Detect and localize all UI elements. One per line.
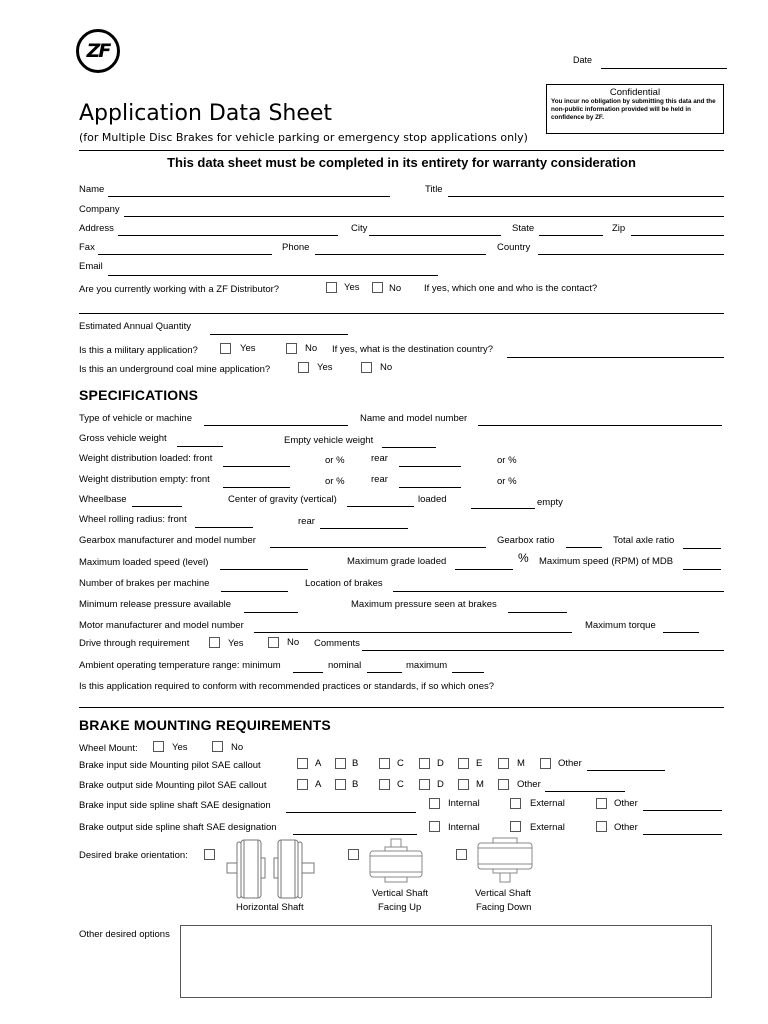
input-spline-external-label: External [530, 798, 565, 809]
vertical-down-label-line1: Vertical Shaft [475, 888, 531, 899]
cog-empty-label: empty [537, 497, 563, 508]
vehicle-type-input[interactable] [204, 413, 348, 426]
output-pilot-m-checkbox[interactable] [458, 779, 469, 790]
input-pilot-other-label: Other [558, 758, 582, 769]
wd-empty-label: Weight distribution empty: front [79, 474, 210, 485]
cog-loaded-input[interactable] [347, 494, 414, 507]
section-rule-1 [79, 313, 724, 314]
header-rule [79, 150, 724, 151]
wheel-mount-yes-checkbox[interactable] [153, 741, 164, 752]
distributor-no-checkbox[interactable] [372, 282, 383, 293]
min-release-label: Minimum release pressure available [79, 599, 232, 610]
wheelbase-label: Wheelbase [79, 494, 127, 505]
wd-empty-front-input[interactable] [223, 475, 290, 488]
vertical-up-diagram [367, 838, 427, 886]
rolling-radius-rear-input[interactable] [320, 516, 408, 529]
output-pilot-c-label: C [397, 779, 404, 790]
date-input[interactable] [601, 56, 727, 69]
quantity-input[interactable] [210, 322, 348, 335]
country-input[interactable] [538, 242, 724, 255]
input-spline-internal-checkbox[interactable] [429, 798, 440, 809]
zip-input[interactable] [631, 223, 724, 236]
wheelbase-input[interactable] [132, 494, 182, 507]
vehicle-type-label: Type of vehicle or machine [79, 413, 193, 424]
horizontal-shaft-diagram [226, 838, 324, 900]
input-spline-other-checkbox[interactable] [596, 798, 607, 809]
total-axle-label: Total axle ratio [613, 535, 675, 546]
confidential-heading: Confidential [609, 87, 661, 98]
model-name-label: Name and model number [360, 413, 468, 424]
cog-loaded-label: loaded [418, 494, 447, 505]
confidential-box [546, 84, 724, 134]
name-label: Name [79, 184, 105, 195]
country-label: Country [497, 242, 531, 253]
input-pilot-other-checkbox[interactable] [540, 758, 551, 769]
input-pilot-other-input[interactable] [587, 758, 665, 771]
fax-input[interactable] [98, 242, 272, 255]
city-input[interactable] [369, 223, 501, 236]
distributor-followup: If yes, which one and who is the contact? [424, 283, 598, 294]
input-spline-other-label: Other [614, 798, 638, 809]
max-grade-input[interactable] [455, 557, 513, 570]
wheel-mount-no-checkbox[interactable] [212, 741, 223, 752]
max-grade-percent: % [518, 551, 529, 565]
wd-loaded-or-pct: or % [325, 455, 345, 466]
ambient-min-input[interactable] [293, 660, 323, 673]
distributor-yes-label: Yes [344, 282, 360, 293]
output-spline-external-checkbox[interactable] [510, 821, 521, 832]
output-spline-label: Brake output side spline shaft SAE designation [79, 822, 277, 833]
model-name-input[interactable] [478, 413, 722, 426]
output-spline-internal-checkbox[interactable] [429, 821, 440, 832]
fax-label: Fax [79, 242, 95, 253]
orientation-horizontal-checkbox[interactable] [204, 849, 215, 860]
quantity-label: Estimated Annual Quantity [79, 321, 191, 332]
wd-empty-or-pct: or % [325, 476, 345, 487]
empty-weight-input[interactable] [382, 435, 436, 448]
phone-label: Phone [282, 242, 310, 253]
date-label: Date [573, 55, 593, 65]
num-brakes-input[interactable] [221, 579, 288, 592]
output-pilot-d-label: D [437, 779, 444, 790]
output-spline-other-label: Other [614, 822, 638, 833]
drive-through-no-checkbox[interactable] [268, 637, 279, 648]
vertical-up-label-line2: Facing Up [378, 902, 422, 913]
warranty-notice: This data sheet must be completed in its entirety for warranty consideration [167, 155, 636, 170]
company-input[interactable] [124, 204, 724, 217]
input-pilot-m-checkbox[interactable] [498, 758, 509, 769]
vertical-up-label-line1: Vertical Shaft [372, 888, 428, 899]
rolling-radius-label: Wheel rolling radius: front [79, 514, 187, 525]
output-pilot-other-label: Other [517, 779, 541, 790]
standards-question: Is this application required to conform with recommended practices or standards, if so which ones? [79, 681, 495, 692]
wd-empty-rear-or-pct: or % [497, 476, 517, 487]
comments-label: Comments [314, 638, 360, 649]
rolling-radius-front-input[interactable] [195, 515, 253, 528]
wd-loaded-rear-label: rear [371, 453, 388, 464]
output-pilot-a-checkbox[interactable] [297, 779, 308, 790]
wd-loaded-rear-input[interactable] [399, 454, 461, 467]
wheel-mount-yes-label: Yes [172, 742, 188, 753]
input-spline-input[interactable] [286, 800, 416, 813]
drive-through-no-label: No [287, 637, 300, 648]
output-pilot-b-checkbox[interactable] [335, 779, 346, 790]
output-spline-external-label: External [530, 822, 565, 833]
wd-empty-rear-label: rear [371, 474, 388, 485]
max-torque-input[interactable] [663, 620, 699, 633]
max-rpm-label: Maximum speed (RPM) of MDB [539, 556, 674, 567]
max-grade-label: Maximum grade loaded [347, 556, 447, 567]
brake-location-input[interactable] [393, 579, 724, 592]
military-question: Is this a military application? [79, 345, 198, 356]
coal-no-checkbox[interactable] [361, 362, 372, 373]
military-no-label: No [305, 343, 318, 354]
input-pilot-a-label: A [315, 758, 322, 769]
total-axle-input[interactable] [683, 536, 721, 549]
distributor-question: Are you currently working with a ZF Distributor? [79, 284, 280, 295]
military-followup: If yes, what is the destination country? [332, 344, 494, 355]
input-pilot-a-checkbox[interactable] [297, 758, 308, 769]
output-spline-other-input[interactable] [643, 822, 722, 835]
zf-logo: ZF [76, 29, 120, 73]
output-pilot-other-checkbox[interactable] [498, 779, 509, 790]
max-rpm-input[interactable] [683, 557, 721, 570]
distributor-yes-checkbox[interactable] [326, 282, 337, 293]
vertical-down-diagram [475, 836, 537, 884]
gearbox-ratio-label: Gearbox ratio [497, 535, 555, 546]
output-pilot-other-input[interactable] [545, 779, 625, 792]
wheel-mount-label: Wheel Mount: [79, 743, 138, 754]
military-no-checkbox[interactable] [286, 343, 297, 354]
coal-no-label: No [380, 362, 393, 373]
specifications-heading: SPECIFICATIONS [79, 387, 199, 403]
input-pilot-d-checkbox[interactable] [419, 758, 430, 769]
min-release-input[interactable] [244, 600, 298, 613]
ambient-nominal-label: nominal [328, 660, 362, 671]
rolling-radius-rear-label: rear [298, 516, 315, 527]
name-input[interactable] [108, 184, 390, 197]
zip-label: Zip [612, 223, 626, 234]
brake-location-label: Location of brakes [305, 578, 383, 589]
ambient-nominal-input[interactable] [367, 660, 402, 673]
wd-empty-rear-input[interactable] [399, 475, 461, 488]
comments-input[interactable] [362, 638, 724, 651]
email-label: Email [79, 261, 103, 272]
gearbox-ratio-input[interactable] [566, 535, 602, 548]
coal-yes-label: Yes [317, 362, 333, 373]
motor-mfr-input[interactable] [254, 620, 572, 633]
input-spline-label: Brake input side spline shaft SAE designation [79, 800, 271, 811]
orientation-vertical-up-checkbox[interactable] [348, 849, 359, 860]
ambient-max-input[interactable] [452, 660, 484, 673]
max-speed-label: Maximum loaded speed (level) [79, 557, 209, 568]
max-pressure-input[interactable] [508, 600, 567, 613]
ambient-label: Ambient operating temperature range: minimum [79, 660, 281, 671]
vertical-down-label-line2: Facing Down [476, 902, 532, 913]
military-yes-label: Yes [240, 343, 256, 354]
city-label: City [351, 223, 368, 234]
output-pilot-b-label: B [352, 779, 359, 790]
section-rule-2 [79, 707, 724, 708]
output-spline-other-checkbox[interactable] [596, 821, 607, 832]
ambient-max-label: maximum [406, 660, 448, 671]
title-label: Title [425, 184, 443, 195]
state-input[interactable] [539, 223, 603, 236]
gross-weight-label: Gross vehicle weight [79, 433, 167, 444]
max-torque-label: Maximum torque [585, 620, 656, 631]
page-title: Application Data Sheet [79, 101, 333, 126]
other-options-label: Other desired options [79, 929, 170, 940]
gearbox-mfr-input[interactable] [270, 535, 486, 548]
input-pilot-c-label: C [397, 758, 404, 769]
input-spline-other-input[interactable] [643, 798, 722, 811]
input-pilot-b-label: B [352, 758, 359, 769]
output-pilot-a-label: A [315, 779, 322, 790]
confidential-text: You incur no obligation by submitting this data and the non-public information provided will be held in confidence by ZF. [551, 98, 716, 121]
empty-weight-label: Empty vehicle weight [284, 435, 374, 446]
output-pilot-c-checkbox[interactable] [379, 779, 390, 790]
drive-through-yes-label: Yes [228, 638, 244, 649]
output-pilot-label: Brake output side Mounting pilot SAE callout [79, 780, 267, 791]
company-label: Company [79, 204, 120, 215]
motor-mfr-label: Motor manufacturer and model number [79, 620, 244, 631]
address-label: Address [79, 223, 114, 234]
output-pilot-d-checkbox[interactable] [419, 779, 430, 790]
input-pilot-b-checkbox[interactable] [335, 758, 346, 769]
input-pilot-e-label: E [476, 758, 483, 769]
mounting-heading: BRAKE MOUNTING REQUIREMENTS [79, 717, 331, 733]
gross-weight-input[interactable] [177, 434, 223, 447]
max-pressure-label: Maximum pressure seen at brakes [351, 599, 497, 610]
coal-yes-checkbox[interactable] [298, 362, 309, 373]
other-options-textarea[interactable] [180, 925, 712, 998]
wd-loaded-front-input[interactable] [223, 454, 290, 467]
max-speed-input[interactable] [220, 557, 308, 570]
orientation-label: Desired brake orientation: [79, 850, 188, 861]
horizontal-shaft-label: Horizontal Shaft [236, 902, 304, 913]
title-input[interactable] [448, 184, 724, 197]
page-subtitle: (for Multiple Disc Brakes for vehicle parking or emergency stop applications only) [79, 131, 528, 144]
destination-country-input[interactable] [507, 345, 724, 358]
coal-question: Is this an underground coal mine application? [79, 364, 271, 375]
gearbox-mfr-label: Gearbox manufacturer and model number [79, 535, 256, 546]
input-pilot-label: Brake input side Mounting pilot SAE callout [79, 760, 261, 771]
input-pilot-m-label: M [517, 758, 525, 769]
wheel-mount-no-label: No [231, 742, 244, 753]
output-spline-internal-label: Internal [448, 822, 480, 833]
drive-through-label: Drive through requirement [79, 638, 190, 649]
state-label: State [512, 223, 535, 234]
drive-through-yes-checkbox[interactable] [209, 637, 220, 648]
address-input[interactable] [118, 223, 338, 236]
input-spline-internal-label: Internal [448, 798, 480, 809]
cog-label: Center of gravity (vertical) [228, 494, 337, 505]
phone-input[interactable] [315, 242, 486, 255]
output-pilot-m-label: M [476, 779, 484, 790]
cog-empty-input[interactable] [471, 496, 535, 509]
input-spline-external-checkbox[interactable] [510, 798, 521, 809]
num-brakes-label: Number of brakes per machine [79, 578, 210, 589]
input-pilot-c-checkbox[interactable] [379, 758, 390, 769]
wd-loaded-rear-or-pct: or % [497, 455, 517, 466]
distributor-no-label: No [389, 283, 402, 294]
wd-loaded-label: Weight distribution loaded: front [79, 453, 213, 464]
military-yes-checkbox[interactable] [220, 343, 231, 354]
output-spline-input[interactable] [293, 822, 417, 835]
orientation-vertical-down-checkbox[interactable] [456, 849, 467, 860]
input-pilot-d-label: D [437, 758, 444, 769]
email-input[interactable] [108, 263, 438, 276]
input-pilot-e-checkbox[interactable] [458, 758, 469, 769]
